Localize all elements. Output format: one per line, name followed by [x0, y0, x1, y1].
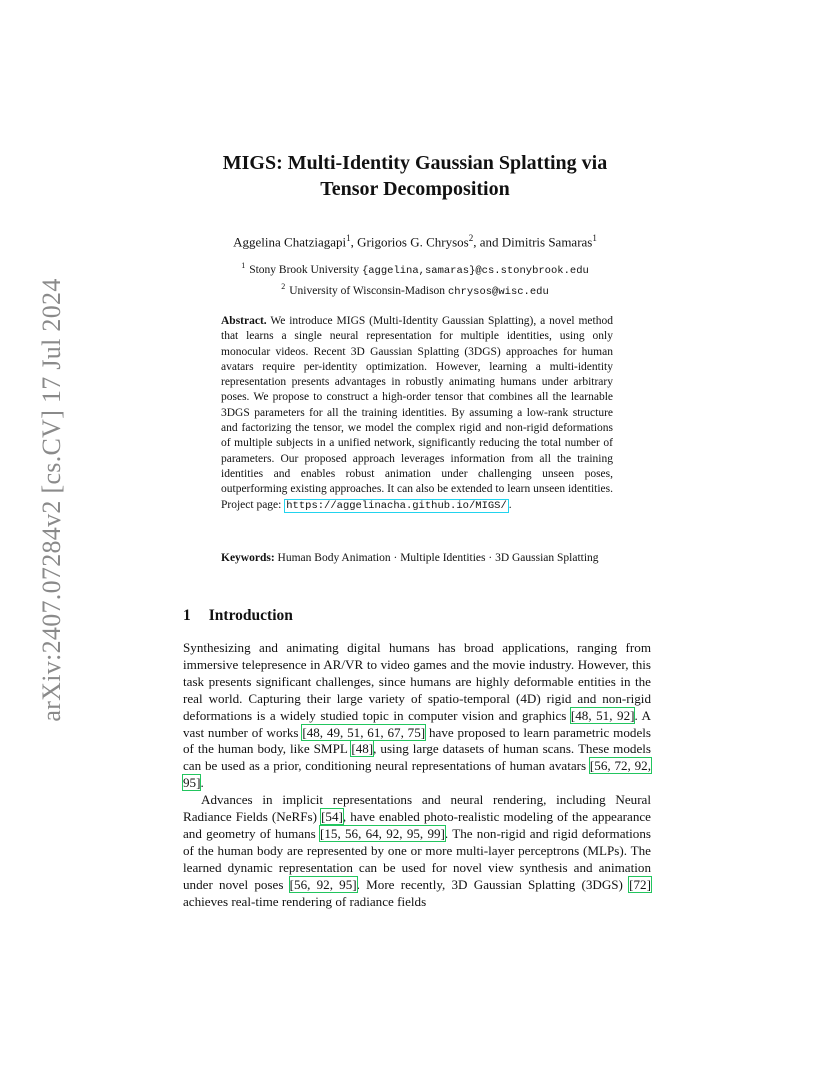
affiliation-email[interactable]: {aggelina,samaras}@cs.stonybrook.edu [361, 264, 589, 277]
author-3-affil: 1 [592, 233, 597, 243]
abstract-text: We introduce MIGS (Multi-Identity Gaussian Splatting), a novel method that learns a single neural representation for multiple identities, using only monocular videos. Recent 3D Gaussian Splatting (3DGS) approaches for human avatars require per-identity optimization. However, learning a multi-identity representation presents advantages in robustly animating humans under arbitrary poses. We propose to construct a high-order tensor that combines all the learnable 3DGS parameters for all the training identities. By assuming a low-rank structure and factorizing the tensor, we model the complex rigid and non-rigid deformations of multiple subjects in a unified network, significantly reducing the total number of parameters. Our proposed approach leverages information from all the training identities and enables robust animation under challenging unseen poses, outperforming existing approaches. It can also be extended to learn unseen identities. Project page: [221, 315, 613, 511]
abstract: Abstract. We introduce MIGS (Multi-Identity Gaussian Splatting), a novel method that learns a single neural representation for multiple identities, using only monocular videos. Recent 3D Gaussian Splatting (3DGS) approaches for human avatars require per-identity optimization. However, learning a multi-identity representation presents advantages in robustly animating humans under arbitrary poses. We propose to construct a high-order tensor that combines all the learnable 3DGS parameters for all the training identities. By assuming a low-rank structure and factorizing the tensor, we model the complex rigid and non-rigid deformations of multiple subjects in a unified network, significantly reducing the total number of parameters. Our proposed approach leverages information from all the training identities and enables robust animation under challenging unseen poses, outperforming existing approaches. It can also be extended to learn unseen identities. Project page: https://aggelinacha.github.io/MIGS/ . [221, 315, 613, 512]
paragraph-1: Synthesizing and animating digital humans has broad applications, ranging from immersive telepresence in AR/VR to video games and the movie industry. However, this task presents significant challenges, since humans are highly deformable entities in the real world. Capturing their large variety of spatio-temporal (4D) rigid and non-rigid deformations is a widely studied topic in computer vision and graphics [48, 51, 92]. A vast number of works [48, 49, 51, 61, 67, 75] have proposed to learn parametric models of the human body, like SMPL [48], using large datasets of human scans. These models can be used as a prior, conditioning neural representations of human avatars [56, 72, 92, 95]. [183, 640, 652, 791]
paragraph-2: Advances in implicit representations and neural rendering, including Neural Radiance Fields (NeRFs) [54], have enabled photo-realistic modeling of the appearance and geometry of humans [15, 56, 64, 92, 95, 99]. The non-rigid and rigid deformations of the human body are represented by one or more multi-layer perceptrons (MLPs). The learned dynamic representation can be used for novel view synthesis and animation under novel poses [56, 92, 95]. More recently, 3D Gaussian Splatting (3DGS) [72] achieves real-time rendering of radiance fields [183, 792, 651, 909]
citation-link[interactable]: [72] [629, 876, 651, 892]
citation-link[interactable]: [54] [321, 809, 343, 825]
citation-link[interactable]: [48] [351, 741, 374, 757]
author-3: and Dimitris Samaras [479, 234, 593, 250]
title-line-2: Tensor Decomposition [320, 178, 510, 200]
arxiv-identifier-stamp: arXiv:2407.07284v2 [cs.CV] 17 Jul 2024 [37, 278, 66, 722]
section-heading [183, 607, 293, 625]
citation-link[interactable]: [56, 72, 92, 95] [183, 758, 651, 791]
section-number: 1 [183, 607, 191, 624]
keywords [221, 551, 613, 566]
section-title: Introduction [208, 607, 293, 624]
project-page-link[interactable]: https://aggelinacha.github.io/MIGS/ [286, 499, 507, 512]
author-1-affil: 1 [346, 233, 351, 243]
affiliation-name: University of Wisconsin-Madison [289, 284, 446, 297]
author-2: Grigorios G. Chrysos [357, 234, 469, 250]
author-2-affil: 2 [468, 233, 474, 243]
citation-link[interactable]: [56, 92, 95] [289, 876, 357, 892]
affiliation-name: Stony Brook University [249, 263, 360, 276]
affiliation-1: $^1$ Stony Brook University {aggelina,samaras}@cs.stonybrook.edu [241, 261, 589, 277]
paper-title [160, 150, 670, 202]
affiliations [160, 258, 670, 300]
citation-link[interactable]: [15, 56, 64, 92, 95, 99] [320, 825, 445, 841]
title-line-1: MIGS: Multi-Identity Gaussian Splatting via [222, 152, 608, 174]
affiliation-email[interactable]: chrysos@wisc.edu [447, 285, 549, 298]
author-1: Aggelina Chatziagapi [233, 234, 347, 250]
introduction-body [183, 640, 651, 911]
keywords-text: Human Body Animation · Multiple Identities · 3D Gaussian Splatting [277, 552, 599, 564]
citation-link[interactable]: [48, 51, 92] [570, 707, 635, 723]
affiliation-2: $^2$ University of Wisconsin-Madison chrysos@wisc.edu [281, 281, 549, 298]
abstract-label: Abstract. [221, 315, 267, 327]
citation-link[interactable]: [48, 49, 51, 61, 67, 75] [302, 724, 426, 740]
keywords-label: Keywords: [221, 552, 275, 564]
author-list: Aggelina Chatziagapi$^1$, Grigorios G. Chrysos$^2$, and Dimitris Samaras$^1$ [233, 233, 597, 250]
